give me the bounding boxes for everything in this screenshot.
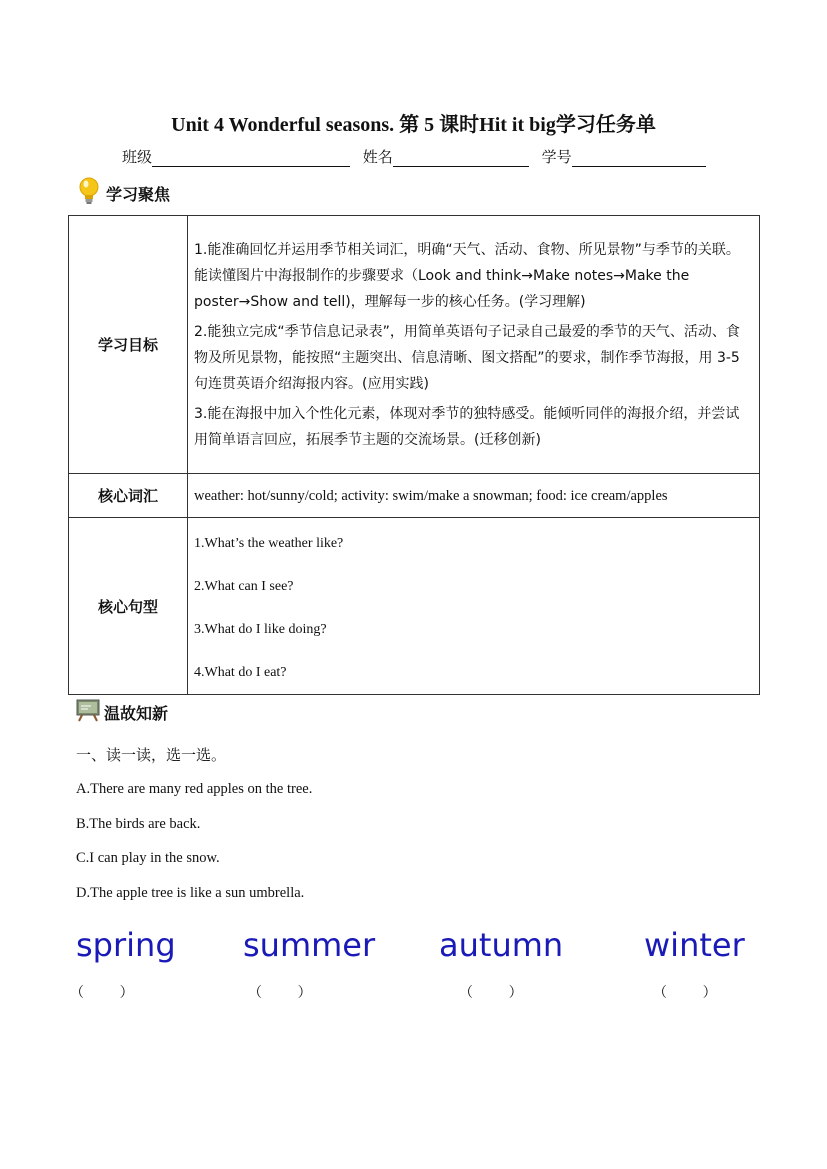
blackboard-icon [76,698,100,726]
class-label: 班级 [122,148,153,166]
review-section-heading [76,698,168,726]
vocab-label: 核心词汇 [69,474,188,518]
id-label: 学号 [541,148,572,166]
season-word-autumn: autumn [439,926,564,964]
objective-item: 1.能准确回忆并运用季节相关词汇，明确“天气、活动、食物、所见景物”与季节的关联。能读懂图片中海报制作的步骤要求（Look and think→Make notes→Make the poster→Show and tell)，理解每一步的核心任务。(学习理解) [194,241,740,310]
name-label: 姓名 [362,148,393,166]
sentence-item: 3.What do I like doing? [194,622,327,637]
option-item: A.There are many red apples on the tree. [76,781,313,797]
season-word-spring: spring [76,926,176,964]
objective-item: 2.能独立完成“季节信息记录表”，用简单英语句子记录自己最爱的季节的天气、活动、食物及所见景物，能按照“主题突出、信息清晰、图文搭配”的要求，制作季节海报，用 3-5 句连贯英语介绍海报内容。(应用实践) [194,323,740,392]
id-blank[interactable] [572,150,706,167]
sentences-cell [188,518,760,695]
focus-section-title: 学习聚焦 [106,184,171,204]
sentences-label: 核心句型 [69,518,188,695]
student-info-row [122,146,714,167]
page-title: Unit 4 Wonderful seasons. 第 5 课时Hit it big学习任务单 [171,114,656,136]
focus-section-heading [76,176,170,210]
class-blank[interactable] [152,150,350,167]
answer-blank[interactable]: （ ） [653,985,717,1001]
objectives-label: 学习目标 [69,216,188,474]
sentence-item: 4.What do I eat? [194,665,287,680]
table-row [69,216,760,474]
answer-blank[interactable]: （ ） [70,985,134,1001]
name-blank[interactable] [393,150,529,167]
vocab-cell: weather: hot/sunny/cold; activity: swim/make a snowman; food: ice cream/apples [188,474,760,518]
table-row [69,474,760,518]
season-word-summer: summer [243,926,376,964]
sentence-item: 2.What can I see? [194,579,294,594]
review-section-title: 温故知新 [104,703,169,723]
sentence-item: 1.What’s the weather like? [194,536,344,551]
objectives-cell [188,216,760,474]
lightbulb-icon [76,176,102,210]
option-item: D.The apple tree is like a sun umbrella. [76,885,305,901]
learning-goals-table [68,215,760,695]
exercise-instruction: 一、读一读，选一选。 [76,746,227,764]
answer-blank[interactable]: （ ） [248,985,312,1001]
option-item: B.The birds are back. [76,816,201,832]
season-word-winter: winter [644,926,745,964]
objective-item: 3.能在海报中加入个性化元素，体现对季节的独特感受。能倾听同伴的海报介绍，并尝试用简单语言回应，拓展季节主题的交流场景。(迁移创新) [194,405,740,448]
table-row [69,518,760,695]
option-item: C.I can play in the snow. [76,850,220,866]
answer-blank[interactable]: （ ） [459,985,523,1001]
